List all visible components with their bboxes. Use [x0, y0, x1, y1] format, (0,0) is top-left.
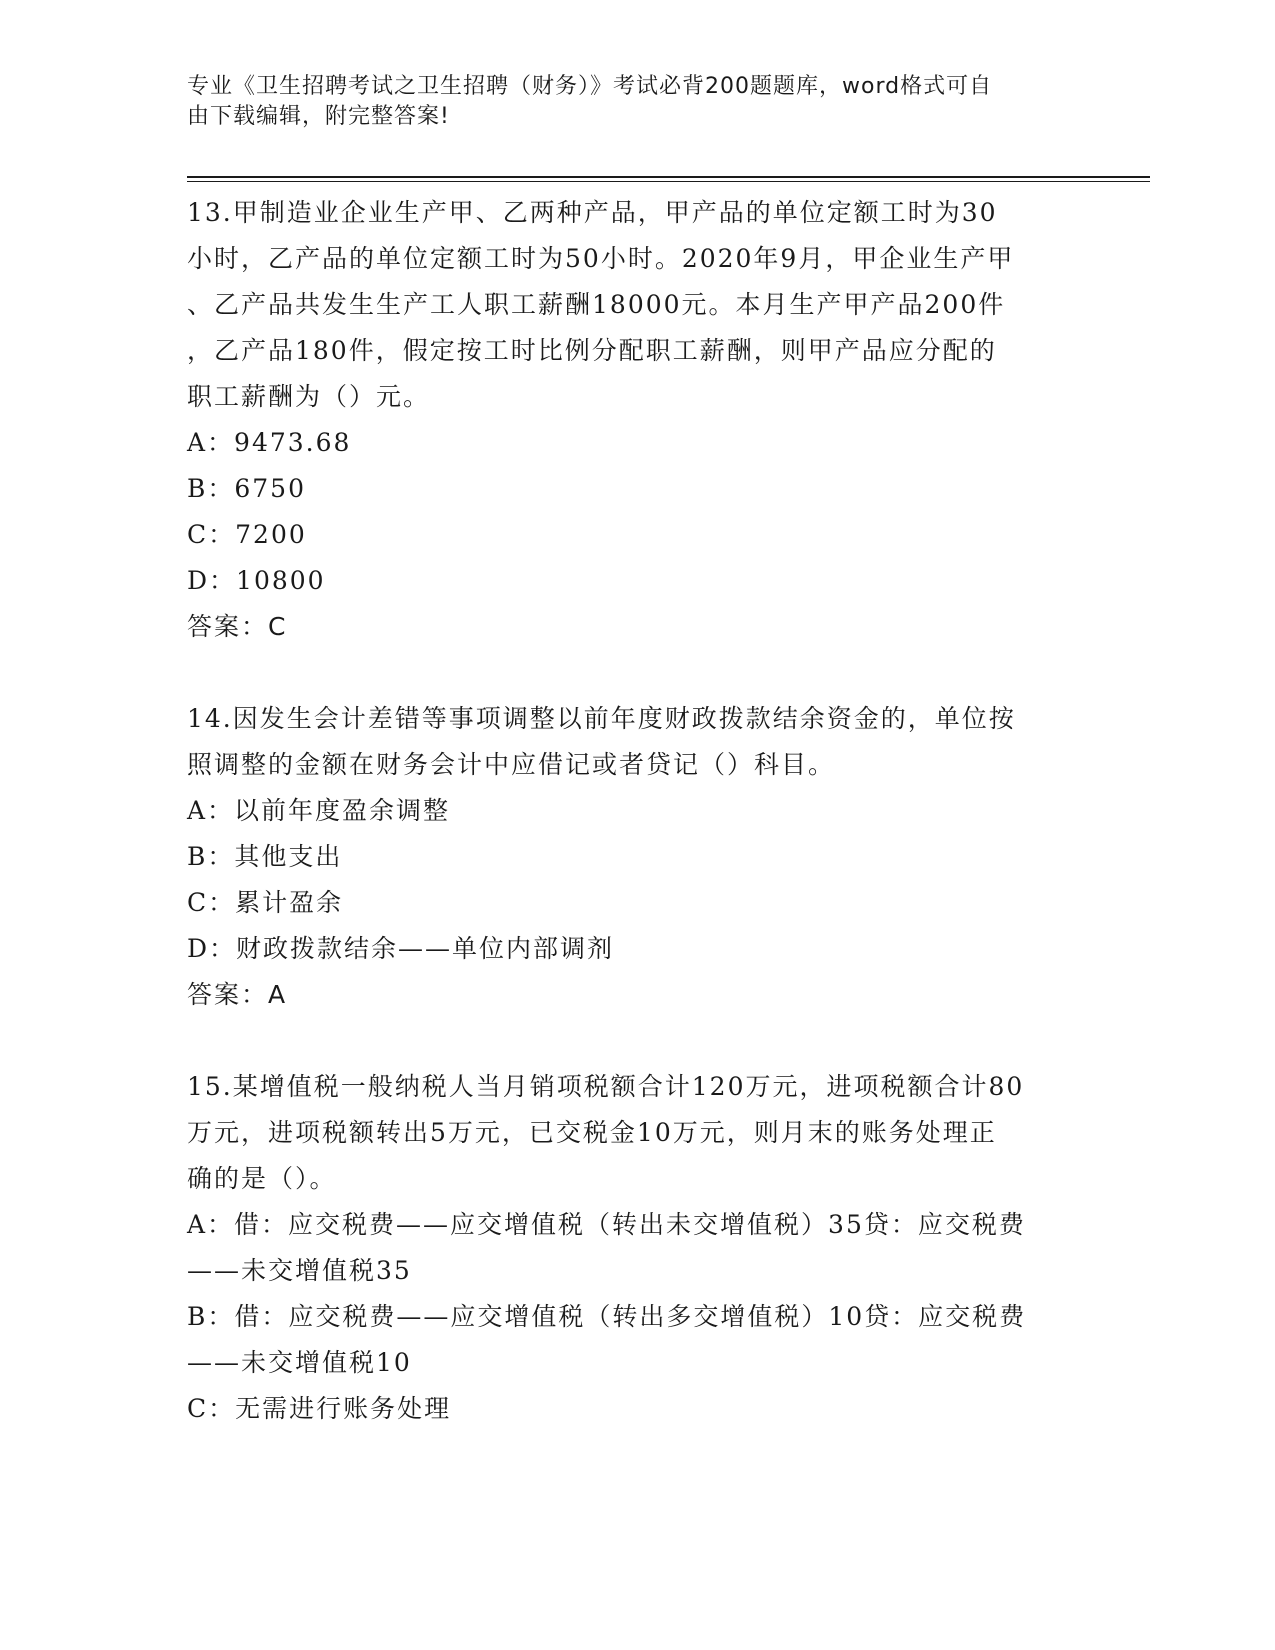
option-b: B：借：应交税费——应交增值税（转出多交增值税）10贷：应交税费 ——未交增值税10: [187, 1302, 1027, 1377]
option-d: D：财政拨款结余——单位内部调剂: [187, 934, 615, 963]
option-d: D：10800: [187, 566, 326, 595]
question-14: [187, 696, 1087, 1018]
answer: 答案：C: [187, 612, 288, 641]
option-c: C：累计盈余: [187, 888, 344, 917]
option-b: B：其他支出: [187, 842, 343, 871]
question-text: 13.甲制造业企业生产甲、乙两种产品，甲产品的单位定额工时为30 小时，乙产品的单位定额工时为50小时。2020年9月，甲企业生产甲 、乙产品共发生生产工人职工薪酬18000元。本月生产甲产品200件 ，乙产品180件，假定按工时比例分配职工薪酬，则甲产品应分配的 职工薪酬为（）元。: [187, 198, 1015, 411]
option-b: B：6750: [187, 474, 306, 503]
option-a: A：以前年度盈余调整: [187, 796, 451, 825]
question-13: [187, 190, 1087, 650]
header-rule-thin: [187, 181, 1150, 182]
question-text: 15.某增值税一般纳税人当月销项税额合计120万元，进项税额合计80 万元，进项税额转出5万元，已交税金10万元，则月末的账务处理正 确的是（）。: [187, 1072, 1025, 1193]
option-c: C：7200: [187, 520, 307, 549]
document-header: 专业《卫生招聘考试之卫生招聘（财务）》考试必背200题题库，word格式可自 由下载编辑，附完整答案!: [187, 74, 993, 129]
question-text: 14.因发生会计差错等事项调整以前年度财政拨款结余资金的，单位按 照调整的金额在财务会计中应借记或者贷记（）科目。: [187, 704, 1016, 779]
header-rule-thick: [187, 176, 1150, 178]
answer: 答案：A: [187, 980, 288, 1009]
question-list: [187, 190, 1087, 1432]
option-a: A：借：应交税费——应交增值税（转出未交增值税）35贷：应交税费 ——未交增值税35: [187, 1210, 1026, 1285]
question-15: [187, 1064, 1087, 1432]
option-a: A：9473.68: [187, 428, 352, 457]
option-c: C：无需进行账务处理: [187, 1394, 452, 1423]
